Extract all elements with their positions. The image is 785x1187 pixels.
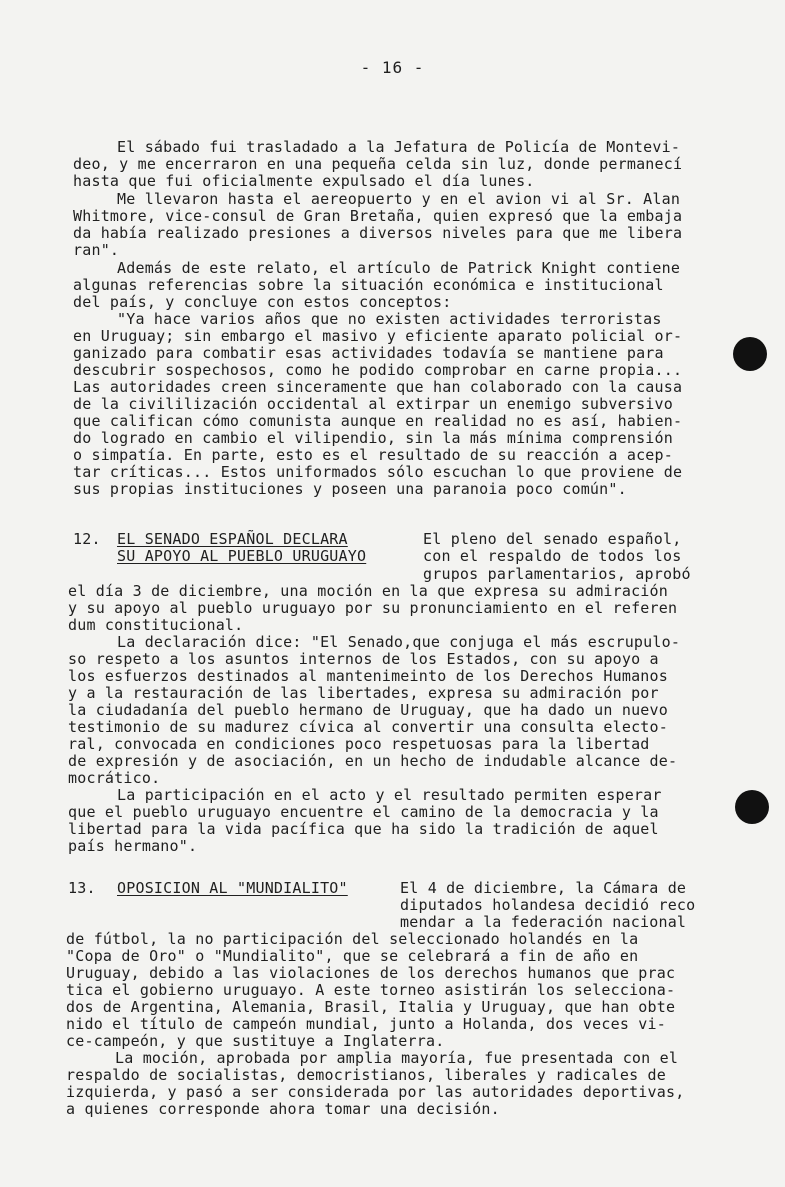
text-line: El 4 de diciembre, la Cámara de [400, 879, 687, 897]
text-line: deo, y me encerraron en una pequeña celda sin luz, donde permanecí [73, 155, 683, 173]
text-line: La declaración dice: "El Senado,que conjuga el más escrupulo- [117, 633, 681, 651]
text-line: Además de este relato, el artículo de Patrick Knight contiene [117, 259, 681, 277]
text-line: y a la restauración de las libertades, expresa su admiración por [68, 684, 659, 702]
text-line: tica el gobierno uruguayo. A este torneo asistirán los selecciona- [66, 981, 676, 999]
text-line: ganizado para combatir esas actividades todavía se mantiene para [73, 344, 664, 362]
text-line: que califican cómo comunista aunque en realidad no es así, habien- [73, 412, 683, 430]
punch-hole [733, 337, 767, 371]
text-line: país hermano". [68, 837, 198, 855]
text-line: Whitmore, vice-consul de Gran Bretaña, quien expresó que la embaja [73, 207, 683, 225]
section-heading: SU APOYO AL PUEBLO URUGUAYO [117, 547, 367, 565]
text-line: de expresión y de asociación, en un hecho de indudable alcance de- [68, 752, 678, 770]
text-line: izquierda, y pasó a ser considerada por las autoridades deportivas, [66, 1083, 685, 1101]
text-line: de la civililización occidental al extirpar un enemigo subversivo [73, 395, 673, 413]
text-line: ce-campeón, y que sustituye a Inglaterra. [66, 1032, 445, 1050]
text-line: grupos parlamentarios, aprobó [423, 565, 691, 583]
text-line: del país, y concluye con estos conceptos: [73, 293, 452, 311]
section-number: 12. [73, 530, 101, 548]
text-line: El sábado fui trasladado a la Jefatura de Policía de Montevi- [117, 138, 681, 156]
text-line: La participación en el acto y el resultado permiten esperar [117, 786, 662, 804]
text-line: y su apoyo al pueblo uruguayo por su pronunciamiento en el referen [68, 599, 678, 617]
punch-hole [735, 790, 769, 824]
text-line: en Uruguay; sin embargo el masivo y eficiente aparato policial or- [73, 327, 683, 345]
text-line: mocrático. [68, 769, 161, 787]
text-line: o simpatía. En parte, esto es el resultado de su reacción a acep- [73, 446, 673, 464]
text-line: Las autoridades creen sinceramente que han colaborado con la causa [73, 378, 683, 396]
section-heading: EL SENADO ESPAÑOL DECLARA [117, 530, 348, 548]
text-line: ral, convocada en condiciones poco respetuosas para la libertad [68, 735, 650, 753]
text-line: nido el título de campeón mundial, junto a Holanda, dos veces vi- [66, 1015, 666, 1033]
text-line: diputados holandesa decidió reco [400, 896, 696, 914]
text-line: do logrado en cambio el vilipendio, sin la más mínima comprensión [73, 429, 673, 447]
text-line: a quienes corresponde ahora tomar una decisión. [66, 1100, 500, 1118]
text-line: El pleno del senado español, [423, 530, 682, 548]
text-line: dos de Argentina, Alemania, Brasil, Italia y Uruguay, que han obte [66, 998, 676, 1016]
text-line: algunas referencias sobre la situación económica e institucional [73, 276, 664, 294]
text-line: hasta que fui oficialmente expulsado el día lunes. [73, 172, 535, 190]
text-line: con el respaldo de todos los [423, 547, 682, 565]
text-line: libertad para la vida pacífica que ha sido la tradición de aquel [68, 820, 659, 838]
text-line: sus propias instituciones y poseen una paranoia poco común". [73, 480, 627, 498]
text-line: da había realizado presiones a diversos niveles para que me libera [73, 224, 683, 242]
text-line: testimonio de su madurez cívica al convertir una consulta electo- [68, 718, 668, 736]
section-number: 13. [68, 879, 96, 897]
text-line: los esfuerzos destinados al mantenimeinto de los Derechos Humanos [68, 667, 668, 685]
section-heading: OPOSICION AL "MUNDIALITO" [117, 879, 348, 897]
text-line: descubrir sospechosos, como he podido comprobar en carne propia... [73, 361, 683, 379]
text-line: tar críticas... Estos uniformados sólo escuchan lo que proviene de [73, 463, 683, 481]
text-line: Uruguay, debido a las violaciones de los derechos humanos que prac [66, 964, 676, 982]
text-line: dum constitucional. [68, 616, 244, 634]
text-line: "Copa de Oro" o "Mundialito", que se celebrará a fin de año en [66, 947, 639, 965]
text-line: "Ya hace varios años que no existen actividades terroristas [117, 310, 662, 328]
text-line: La moción, aprobada por amplia mayoría, fue presentada con el [115, 1049, 679, 1067]
page-number: - 16 - [360, 58, 425, 77]
text-line: la ciudadanía del pueblo hermano de Uruguay, que ha dado un nuevo [68, 701, 668, 719]
text-line: so respeto a los asuntos internos de los Estados, con su apoyo a [68, 650, 659, 668]
text-line: respaldo de socialistas, democristianos, liberales y radicales de [66, 1066, 666, 1084]
text-line: ran". [73, 241, 120, 259]
text-line: el día 3 de diciembre, una moción en la que expresa su admiración [68, 582, 668, 600]
text-line: mendar a la federación nacional [400, 913, 687, 931]
text-line: Me llevaron hasta el aereopuerto y en el avion vi al Sr. Alan [117, 190, 681, 208]
text-line: de fútbol, la no participación del seleccionado holandés en la [66, 930, 639, 948]
text-line: que el pueblo uruguayo encuentre el camino de la democracia y la [68, 803, 659, 821]
